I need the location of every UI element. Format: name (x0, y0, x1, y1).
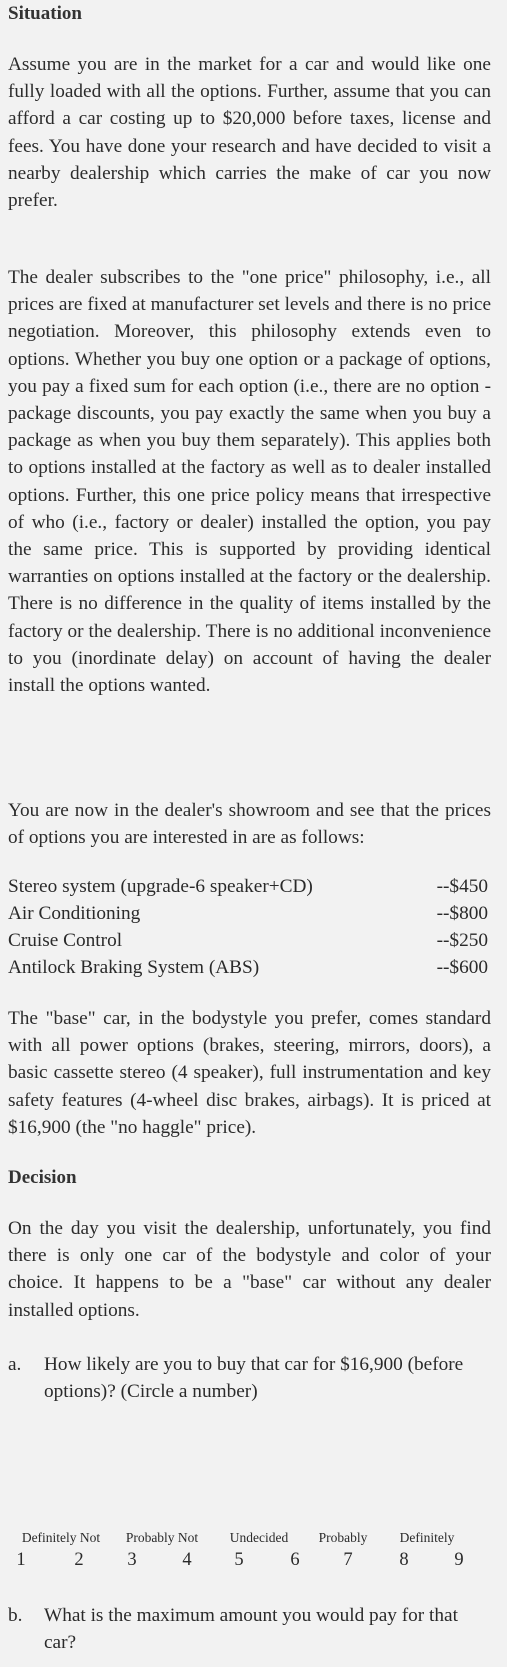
decision-heading: Decision (8, 1167, 77, 1188)
scale-number-4[interactable]: 4 (182, 1550, 192, 1570)
one-price-paragraph: The dealer subscribes to the "one price" philosophy, i.e., all prices are fixed at manufacturer set levels and there is no price negotiation. Moreover, this philosophy extends even to options. Whether you buy one option or a package of options, you pay a fixed sum for each option (i.e., there are no option - package discounts, you pay exactly the same when you buy a package as when you buy them separately). This applies both to options installed at the factory as well as to dealer installed options. Further, this one price policy means that irrespective of who (i.e., factory or dealer) installed the option, you pay the same price. This is supported by providing identical warranties on options installed at the factory or the dealership. There is no difference in the quality of items installed by the factory or the dealership. There is no additional inconvenience to you (inordinate delay) on account of having the dealer install the options wanted. (8, 267, 491, 697)
option-name: Antilock Braking System (ABS) (8, 957, 260, 978)
option-price: --$600 (436, 957, 488, 978)
question-letter: a. (8, 1354, 22, 1375)
decision-paragraph: On the day you visit the dealership, unfortunately, you find there is only one car of the bodystyle and color of your choice. It happens to be a "base" car without any dealer installed options. (8, 1218, 491, 1321)
option-name: Air Conditioning (8, 903, 141, 924)
scale-number-2[interactable]: 2 (74, 1550, 84, 1570)
option-price: --$250 (436, 930, 488, 951)
question-b (8, 1602, 488, 1656)
scale-label-definitely: Definitely (399, 1530, 455, 1545)
scale-label-definitely-not: Definitely Not (21, 1530, 101, 1545)
scale-number-8[interactable]: 8 (399, 1550, 409, 1570)
scale-label-probably-not: Probably Not (125, 1530, 199, 1545)
option-row-air-conditioning (8, 900, 488, 927)
option-name: Cruise Control (8, 930, 123, 951)
scale-number-1[interactable]: 1 (16, 1550, 26, 1570)
showroom-paragraph: You are now in the dealer's showroom and see that the prices of options you are interested in are as follows: (8, 800, 491, 849)
option-name: Stereo system (upgrade-6 speaker+CD) (8, 876, 313, 897)
scale-number-3[interactable]: 3 (127, 1550, 137, 1570)
situation-intro-paragraph: Assume you are in the market for a car and would like one fully loaded with all the options. Further, assume that you can afford a car costing up to $20,000 before taxes, license and fees. You have done your research and have decided to visit a nearby dealership which carries the make of car you now prefer. (8, 54, 491, 212)
question-a (8, 1351, 488, 1405)
option-price: --$450 (436, 876, 488, 897)
question-letter: b. (8, 1605, 23, 1626)
scale-number-9[interactable]: 9 (454, 1550, 464, 1570)
option-price: --$800 (436, 903, 488, 924)
option-row-abs (8, 954, 488, 981)
scale-number-5[interactable]: 5 (234, 1550, 244, 1570)
option-row-cruise-control (8, 927, 488, 954)
scale-number-6[interactable]: 6 (290, 1550, 300, 1570)
scale-label-probably: Probably (318, 1530, 368, 1545)
situation-heading: Situation (8, 3, 82, 24)
base-car-paragraph: The "base" car, in the bodystyle you prefer, comes standard with all power options (brakes, steering, mirrors, doors), a basic cassette stereo (4 speaker), full instrumentation and key safety features (4-wheel disc brakes, airbags). It is priced at $16,900 (the "no haggle" price). (8, 1008, 491, 1138)
question-text: What is the maximum amount you would pay for that car? (44, 1605, 458, 1653)
scale-label-undecided: Undecided (229, 1530, 289, 1545)
question-text: How likely are you to buy that car for $16,900 (before options)? (Circle a number) (44, 1354, 464, 1402)
scale-number-7[interactable]: 7 (343, 1550, 353, 1570)
option-row-stereo (8, 873, 488, 900)
